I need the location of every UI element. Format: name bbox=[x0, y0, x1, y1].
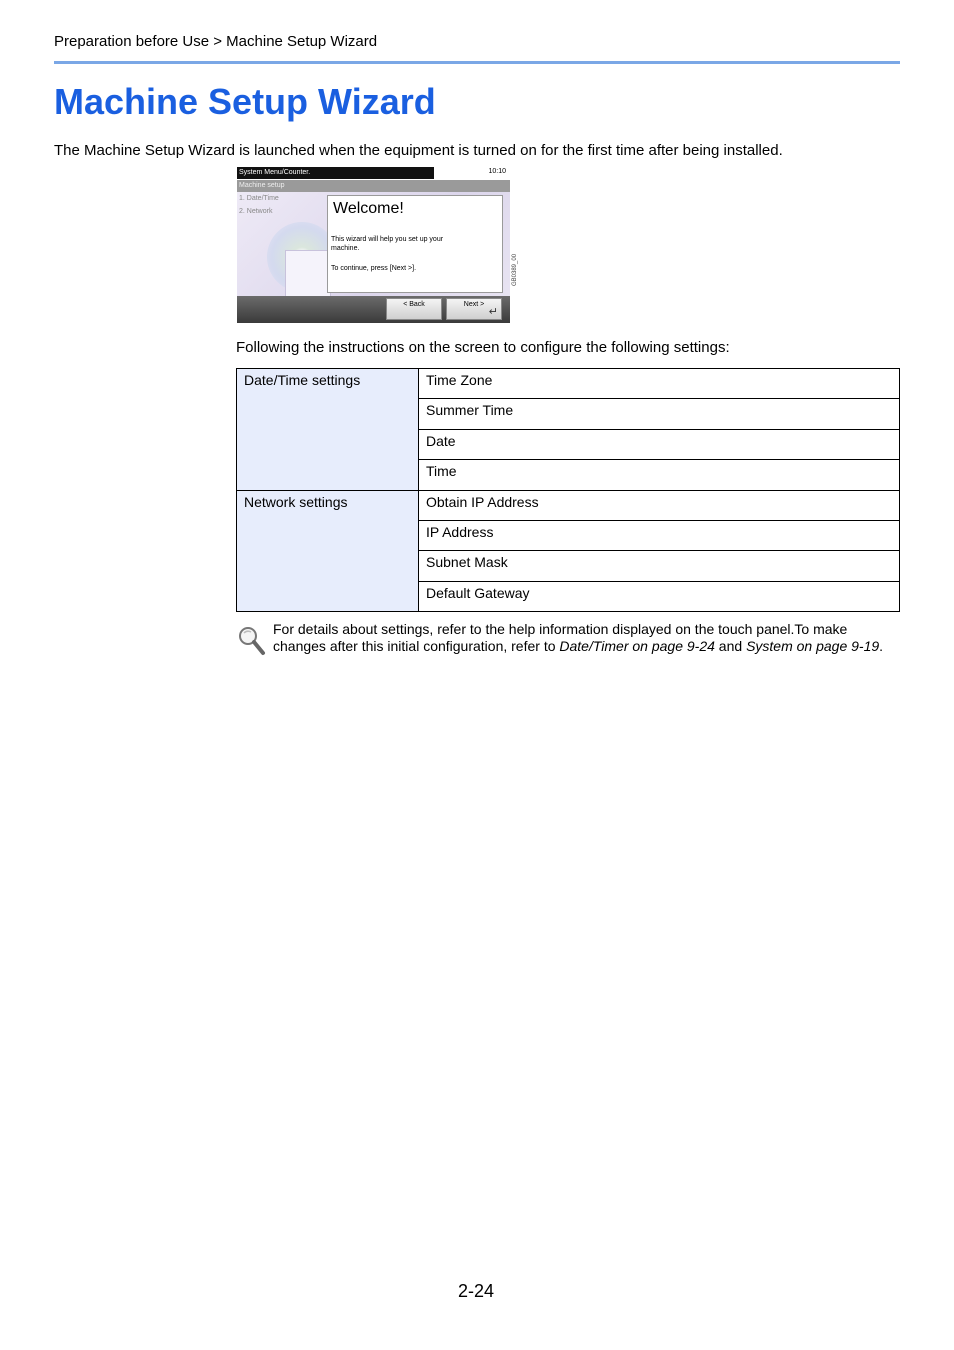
welcome-message: This wizard will help you set up your machine. bbox=[331, 236, 444, 252]
network-settings-cell: Network settings bbox=[237, 490, 419, 612]
welcome-card bbox=[327, 195, 503, 293]
welcome-heading: Welcome! bbox=[333, 200, 404, 217]
panel-step-network: 2. Network bbox=[239, 208, 273, 215]
datetime-settings-cell: Date/Time settings bbox=[237, 369, 419, 491]
note-text: For details about settings, refer to the help information displayed on the touch panel.To make changes after this initial configuration, refer to bbox=[273, 621, 848, 654]
page-title: Machine Setup Wizard bbox=[54, 81, 436, 122]
next-button[interactable] bbox=[446, 298, 502, 320]
table-cell: Time Zone bbox=[419, 369, 900, 399]
table-cell: Subnet Mask bbox=[419, 551, 900, 581]
panel-menu-path: System Menu/Counter. bbox=[237, 167, 434, 179]
table-cell: Date bbox=[419, 429, 900, 459]
touch-panel-screenshot bbox=[237, 166, 510, 323]
system-reference-link[interactable]: System on page 9-19 bbox=[746, 638, 880, 654]
table-row bbox=[237, 369, 900, 399]
table-cell: Obtain IP Address bbox=[419, 490, 900, 520]
panel-step-datetime: 1. Date/Time bbox=[239, 195, 279, 202]
instructions-paragraph: Following the instructions on the screen to configure the following settings: bbox=[236, 339, 730, 356]
panel-subtitle: Machine setup bbox=[237, 180, 510, 192]
table-cell: Summer Time bbox=[419, 399, 900, 429]
intro-paragraph: The Machine Setup Wizard is launched when the equipment is turned on for the first time after being installed. bbox=[54, 142, 783, 159]
note-text: and bbox=[714, 638, 747, 654]
enter-icon: ↵ bbox=[488, 306, 498, 318]
panel-top-bar bbox=[237, 166, 510, 180]
settings-table bbox=[236, 368, 900, 612]
header-rule bbox=[54, 61, 900, 64]
table-cell: Time bbox=[419, 460, 900, 490]
table-cell: IP Address bbox=[419, 520, 900, 550]
note-text: . bbox=[879, 638, 884, 654]
box-illustration bbox=[285, 250, 331, 298]
breadcrumb: Preparation before Use > Machine Setup Wizard bbox=[54, 33, 378, 50]
panel-clock: 10:10 bbox=[488, 168, 506, 175]
next-button-label: Next > bbox=[463, 301, 485, 308]
back-button[interactable]: < Back bbox=[386, 298, 442, 320]
table-cell: Default Gateway bbox=[419, 581, 900, 611]
page-number: 2-24 bbox=[458, 1281, 495, 1301]
table-row bbox=[237, 490, 900, 520]
panel-footer bbox=[237, 296, 510, 323]
reference-note bbox=[273, 621, 903, 655]
magnifier-note-icon bbox=[236, 624, 266, 656]
figure-code: GB0389_00 bbox=[512, 253, 518, 286]
datetime-reference-link[interactable]: Date/Timer on page 9-24 bbox=[559, 638, 715, 654]
continue-message: To continue, press [Next >]. bbox=[331, 265, 417, 272]
